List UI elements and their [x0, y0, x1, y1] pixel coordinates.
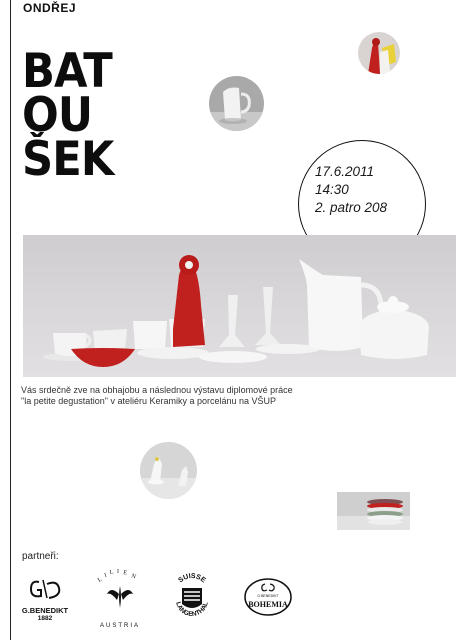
svg-text:I: I [117, 569, 119, 575]
partners-label: partneři: [22, 551, 59, 562]
svg-text:E: E [122, 570, 128, 577]
g-benedikt-logo [17, 576, 73, 624]
lilien-lily-icon [93, 568, 147, 612]
bohemia-logo [243, 577, 293, 617]
circle-photo-jug [209, 76, 264, 131]
lilien-austria: AUSTRIA [99, 623, 140, 629]
invitation-text [21, 385, 341, 407]
event-info [315, 163, 387, 217]
event-date: 17.6.2011 [315, 164, 375, 179]
svg-text:SUISSE [177, 573, 207, 585]
event-time: 14:30 [315, 182, 349, 197]
invitation-line-2: "la petite degustation" v ateliéru Keramiky a porcelánu na VŠUP [21, 396, 277, 406]
svg-text:N: N [130, 573, 137, 581]
circle-photo-white-figures [140, 442, 197, 499]
langenthal-shield-icon [170, 570, 214, 624]
g-benedikt-year: 1882 [37, 615, 53, 622]
surname-line-3: ŠEK [22, 132, 114, 187]
surname-line-1: BAT [22, 44, 112, 99]
lilien-logo [93, 568, 147, 630]
main-porcelain-photo [23, 235, 456, 377]
surname-line-2: OU [22, 88, 93, 143]
bohemia-small-text: G.BENEDIKT [257, 594, 279, 598]
langenthal-text: LANGENTHAL [174, 601, 210, 619]
g-benedikt-name: G.BENEDIKT [21, 606, 69, 615]
suisse-text: SUISSE [177, 572, 207, 585]
bohemia-name: BOHEMIA [248, 600, 288, 609]
g-benedikt-emblem-icon [17, 576, 73, 602]
circle-photo-red-figure [358, 32, 400, 74]
left-border-line [10, 0, 11, 640]
suisse-langenthal-logo [170, 570, 214, 624]
svg-text:I: I [103, 572, 108, 579]
svg-text:L: L [97, 576, 104, 584]
first-name: ONDŘEJ [23, 1, 77, 15]
svg-text:L: L [109, 569, 114, 576]
surname-title [22, 44, 152, 187]
event-place: 2. patro 208 [315, 200, 388, 215]
invitation-line-1: Vás srdečně zve na obhajobu a následnou výstavu diplomové práce [21, 385, 293, 395]
photo-plate-stack [337, 492, 410, 530]
